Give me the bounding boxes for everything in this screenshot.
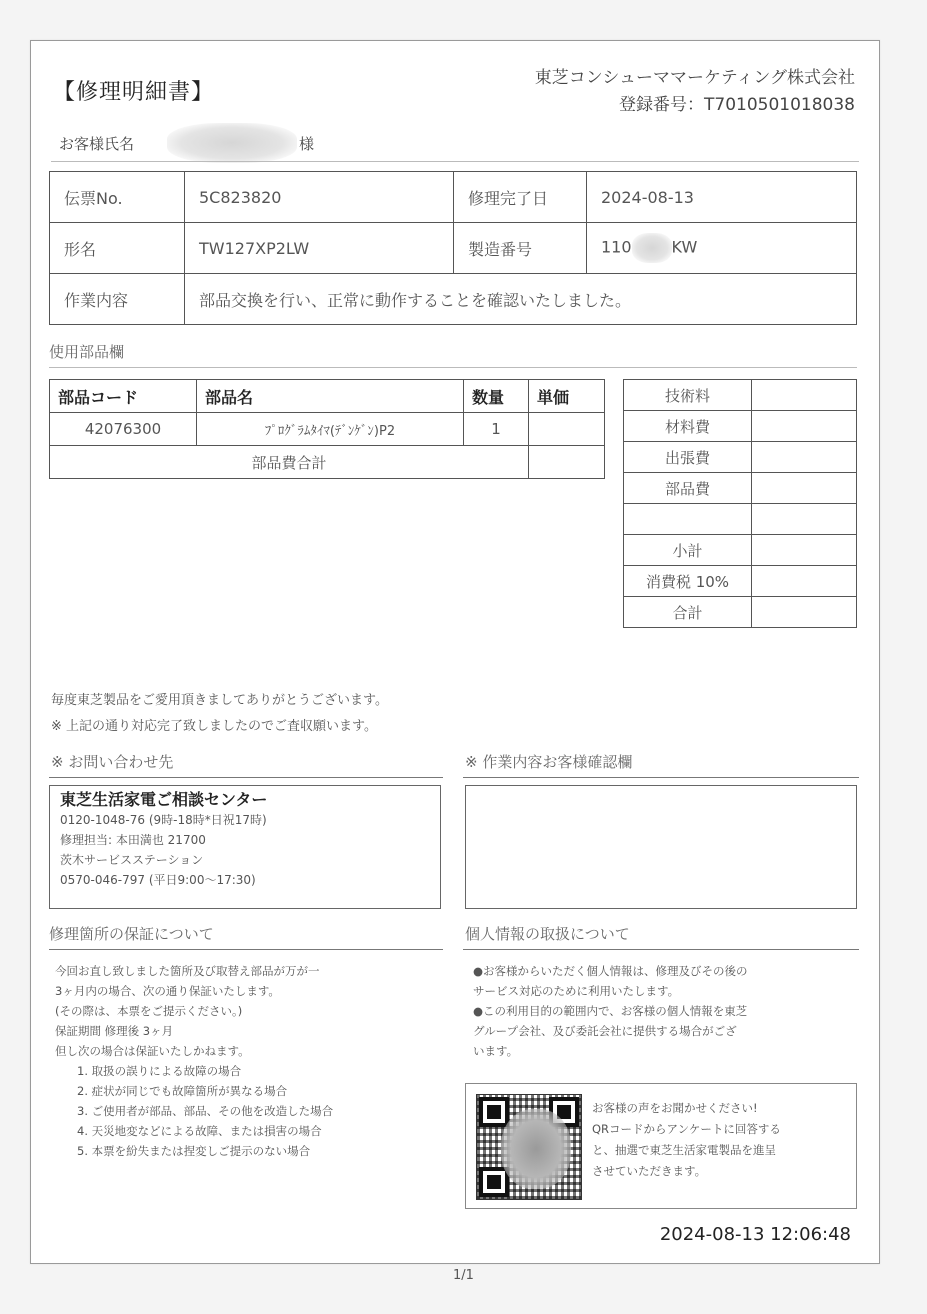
cost-value [752, 380, 857, 411]
table-row [50, 274, 857, 325]
registration-number: 登録番号：T7010501018038 [619, 95, 855, 115]
cost-label: 材料費 [624, 411, 752, 442]
warranty-text [55, 961, 445, 1161]
repair-staff: 修理担当: 本田満也 21700 [60, 833, 206, 847]
customer-honorific: 様 [299, 135, 315, 153]
table-row [624, 504, 857, 535]
warranty-line: (その際は、本票をご提示ください。) [55, 1004, 243, 1018]
work-content-value: 部品交換を行い、正常に動作することを確認いたしました。 [185, 274, 857, 325]
service-station-phone: 0570-046-797 (平日9:00〜17:30) [60, 873, 256, 887]
customer-underline [51, 161, 859, 162]
model-label: 形名 [50, 223, 185, 274]
cost-label: 出張費 [624, 442, 752, 473]
survey-qr-code[interactable] [476, 1094, 582, 1200]
serial-number-label: 製造番号 [454, 223, 587, 274]
contact-center-name: 東芝生活家電ご相談センター [60, 790, 268, 809]
parts-table [49, 379, 605, 479]
col-unit-price: 単価 [529, 380, 605, 413]
customer-confirmation-box [465, 785, 857, 909]
work-content-label: 作業内容 [50, 274, 185, 325]
privacy-line: ●お客様からいただく個人情報は、修理及びその後の [473, 964, 748, 978]
completion-notice: ※ 上記の通り対応完了致しましたのでご査収願います。 [51, 719, 377, 734]
cost-value [752, 566, 857, 597]
redacted-serial [632, 233, 672, 263]
cost-label: 部品費 [624, 473, 752, 504]
survey-box [465, 1083, 857, 1209]
cost-label: 小計 [624, 535, 752, 566]
warranty-heading: 修理箇所の保証について [49, 925, 214, 943]
warranty-line: 但し次の場合は保証いたしかねます。 [55, 1044, 250, 1058]
col-part-name: 部品名 [197, 380, 464, 413]
contact-underline [49, 777, 443, 778]
completion-date-value: 2024-08-13 [587, 172, 857, 223]
parts-section-underline [49, 367, 857, 368]
table-row [624, 535, 857, 566]
part-quantity: 1 [464, 413, 529, 446]
confirmation-heading: ※ 作業内容お客様確認欄 [465, 753, 633, 771]
model-value: TW127XP2LW [185, 223, 454, 274]
table-row [50, 413, 605, 446]
table-row [50, 223, 857, 274]
cost-label: 消費税 10% [624, 566, 752, 597]
serial-prefix: 110 [601, 237, 632, 257]
redacted-qr-center [501, 1109, 571, 1189]
warranty-line: 3ヶ月内の場合、次の通り保証いたします。 [55, 984, 280, 998]
part-code: 42076300 [50, 413, 197, 446]
warranty-exception: 4. 天災地変などによる故障、または損害の場合 [77, 1124, 322, 1138]
table-row [624, 566, 857, 597]
thank-you-message: 毎度東芝製品をご愛用頂きましてありがとうございます。 [51, 693, 388, 708]
table-row [624, 473, 857, 504]
privacy-line: グループ会社、及び委託会社に提供する場合がござ [473, 1024, 737, 1038]
survey-text [592, 1098, 848, 1182]
print-timestamp: 2024-08-13 12:06:48 [659, 1224, 851, 1245]
table-header-row [50, 380, 605, 413]
col-quantity: 数量 [464, 380, 529, 413]
table-row [624, 597, 857, 628]
redacted-customer-name [167, 123, 297, 163]
table-row [624, 380, 857, 411]
privacy-heading: 個人情報の取扱について [465, 925, 630, 943]
cost-value [752, 473, 857, 504]
col-part-code: 部品コード [50, 380, 197, 413]
qr-finder-top-left [479, 1097, 509, 1127]
table-row [50, 172, 857, 223]
cost-value [752, 504, 857, 535]
customer-name-label: お客様氏名 [59, 135, 135, 153]
page-number: 1/1 [453, 1268, 474, 1283]
warranty-line: 今回お直し致しました箇所及び取替え部品が万が一 [55, 964, 320, 978]
table-row [50, 446, 605, 479]
cost-summary-table [623, 379, 857, 628]
contact-box [49, 785, 441, 909]
cost-value [752, 411, 857, 442]
contact-phone: 0120-1048-76 (9時-18時*日祝17時) [60, 813, 267, 827]
contact-heading: ※ お問い合わせ先 [51, 753, 174, 771]
part-unit-price [529, 413, 605, 446]
document-title: 【修理明細書】 [53, 80, 215, 105]
warranty-exception: 2. 症状が同じでも故障箇所が異なる場合 [77, 1084, 288, 1098]
part-name: ﾌﾟﾛｸﾞﾗﾑﾀｲﾏ(ﾃﾞﾝｹﾞﾝ)P2 [197, 413, 464, 446]
repair-info-table [49, 171, 857, 325]
table-row [624, 442, 857, 473]
warranty-exception: 3. ご使用者が部品、部品、その他を改造した場合 [77, 1104, 334, 1118]
table-row [624, 411, 857, 442]
survey-line: させていただきます。 [592, 1164, 707, 1178]
cost-value [752, 442, 857, 473]
cost-label: 技術料 [624, 380, 752, 411]
survey-line: お客様の声をお聞かせください! [592, 1101, 758, 1115]
slip-number-value: 5C823820 [185, 172, 454, 223]
survey-line: QRコードからアンケートに回答する [592, 1122, 781, 1136]
parts-section-label: 使用部品欄 [49, 343, 125, 361]
parts-total-label: 部品費合計 [50, 446, 529, 479]
privacy-line: います。 [473, 1044, 519, 1058]
slip-number-label: 伝票No. [50, 172, 185, 223]
parts-total-value [529, 446, 605, 479]
cost-value [752, 535, 857, 566]
privacy-line: ●この利用目的の範囲内で、お客様の個人情報を東芝 [473, 1004, 748, 1018]
survey-line: と、抽選で東芝生活家電製品を進呈 [592, 1143, 776, 1157]
cost-label [624, 504, 752, 535]
warranty-line: 保証期間 修理後 3ヶ月 [55, 1024, 174, 1038]
completion-date-label: 修理完了日 [454, 172, 587, 223]
warranty-exception: 5. 本票を紛失または捏変しご提示のない場合 [77, 1144, 311, 1158]
privacy-line: サービス対応のために利用いたします。 [473, 984, 680, 998]
cost-value [752, 597, 857, 628]
serial-number-value [587, 223, 857, 274]
warranty-underline [49, 949, 443, 950]
repair-statement-sheet [30, 40, 880, 1264]
company-name: 東芝コンシューママーケティング株式会社 [534, 68, 855, 88]
serial-suffix: KW [671, 237, 698, 257]
confirmation-underline [463, 777, 859, 778]
privacy-underline [463, 949, 859, 950]
service-station: 茨木サービスステーション [60, 853, 204, 867]
warranty-exception: 1. 取扱の誤りによる故障の場合 [77, 1064, 242, 1078]
cost-label: 合計 [624, 597, 752, 628]
privacy-text [473, 961, 857, 1061]
